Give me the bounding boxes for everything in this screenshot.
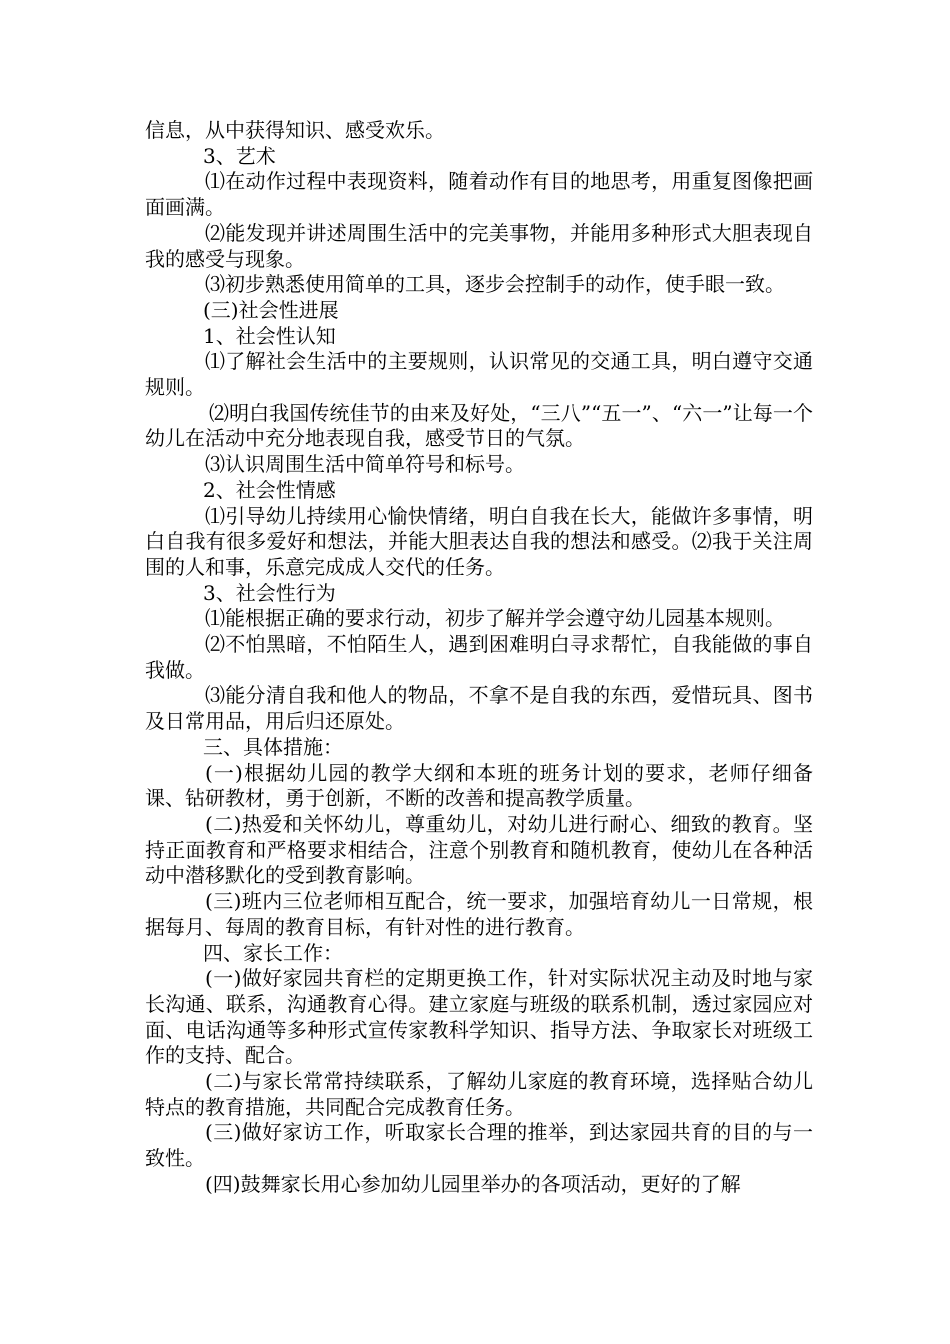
paragraph: ⑵明白我国传统佳节的由来及好处，“三八”“五一”、“六一”让每一个幼儿在活动中充分地表现自我，感受节日的气氛。 (145, 400, 813, 451)
paragraph: ⑴能根据正确的要求行动，初步了解并学会遵守幼儿园基本规则。 (205, 606, 785, 631)
paragraph: ⑶初步熟悉使用简单的工具，逐步会控制手的动作，使手眼一致。 (205, 272, 785, 297)
paragraph: (一)根据幼儿园的教学大纲和本班的班务计划的要求，老师仔细备课、钻研教材，勇于创新，不断的改善和提高教学质量。 (145, 760, 813, 811)
paragraph: ⑵能发现并讲述周围生活中的完美事物，并能用多种形式大胆表现自我的感受与现象。 (145, 220, 813, 271)
paragraph: (二)热爱和关怀幼儿，尊重幼儿，对幼儿进行耐心、细致的教育。坚持正面教育和严格要求相结合，注意个别教育和随机教育，使幼儿在各种活动中潜移默化的受到教育影响。 (145, 811, 813, 888)
paragraph: (一)做好家园共育栏的定期更换工作，针对实际状况主动及时地与家长沟通、联系，沟通教育心得。建立家庭与班级的联系机制，透过家园应对面、电话沟通等多种形式宣传家教科学知识、指导方法、争取家长对班级工作的支持、配合。 (145, 966, 813, 1068)
paragraph: ⑴引导幼儿持续用心愉快情绪，明白自我在长大，能做许多事情，明白自我有很多爱好和想法，并能大胆表达自我的想法和感受。⑵我于关注周围的人和事，乐意完成成人交代的任务。 (145, 503, 813, 579)
paragraph: (二)与家长常常持续联系，了解幼儿家庭的教育环境，选择贴合幼儿特点的教育措施，共同配合完成教育任务。 (145, 1069, 813, 1119)
section-heading: 2、社会性情感 (203, 477, 336, 502)
document-page (145, 118, 813, 1198)
section-heading: 1、社会性认知 (203, 323, 336, 348)
section-heading: 三、具体措施： (203, 734, 343, 759)
section-heading: 四、家长工作： (203, 940, 343, 965)
section-heading: (三)社会性进展 (203, 297, 339, 322)
paragraph: (三)做好家访工作，听取家长合理的推举，到达家园共育的目的与一致性。 (145, 1120, 813, 1171)
paragraph: ⑴了解社会生活中的主要规则，认识常见的交通工具，明白遵守交通规则。 (145, 349, 813, 400)
section-heading: 3、社会性行为 (203, 580, 336, 605)
paragraph: ⑴在动作过程中表现资料，随着动作有目的地思考，用重复图像把画面画满。 (145, 169, 813, 220)
paragraph: ⑶能分清自我和他人的物品，不拿不是自我的东西，爱惜玩具、图书及日常用品，用后归还原处。 (145, 683, 813, 734)
section-heading: 3、艺术 (203, 143, 276, 168)
paragraph: (三)班内三位老师相互配合，统一要求，加强培育幼儿一日常规，根据每月、每周的教育目标，有针对性的进行教育。 (145, 889, 813, 939)
paragraph: ⑵不怕黑暗，不怕陌生人，遇到困难明白寻求帮忙，自我能做的事自我做。 (145, 632, 813, 682)
paragraph: 信息，从中获得知识、感受欢乐。 (145, 118, 445, 142)
paragraph: ⑶认识周围生活中简单符号和标号。 (205, 452, 525, 477)
paragraph: (四)鼓舞家长用心参加幼儿园里举办的各项活动，更好的了解 (205, 1171, 741, 1196)
